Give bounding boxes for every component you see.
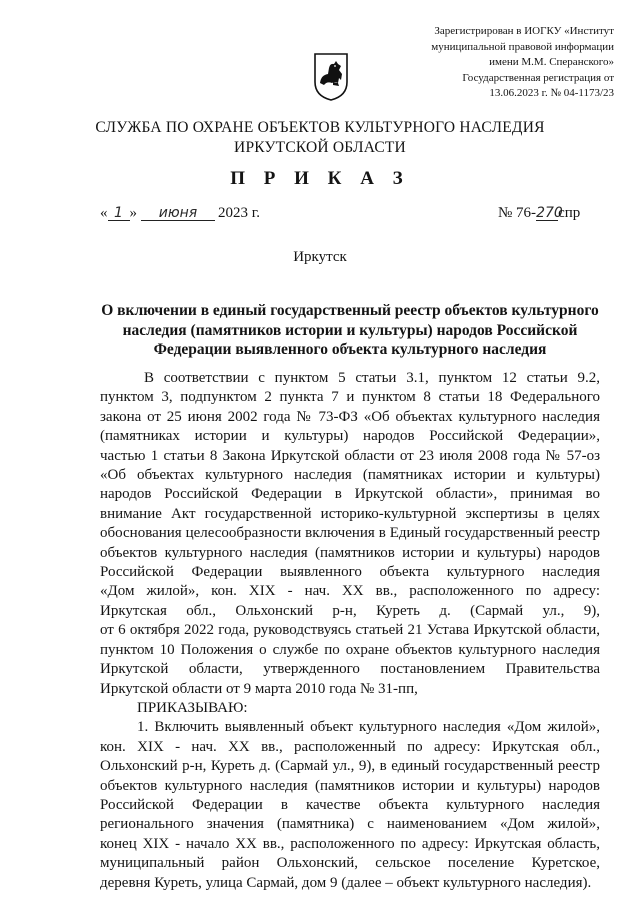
body-line: «Об объектах культурного наследия (памятниках истории и культуры) [100,467,600,484]
date-day-handwritten: 1 [108,206,130,221]
body-line: деревня Куреть, улица Сармай, дом 9 (далее – объект культурного наследия). [100,874,592,891]
body-line: Иркутской области, утвержденного постановлением Правительства [100,661,600,678]
date-month-handwritten: июня [141,206,215,221]
title-line: наследия (памятников истории и культуры) народов Российской [122,321,578,339]
agency-line: ИРКУТСКОЙ ОБЛАСТИ [234,139,406,156]
date-close-quote: » [129,205,137,221]
body-line: объектов культурного наследия (памятников истории и культуры) народов [100,544,600,561]
registration-stamp [408,24,614,102]
body-line: объектов культурного наследия (памятников истории и культуры) народов [100,777,600,794]
body-line: Российской Федерации в качестве объекта культурного наследия [100,796,600,813]
body-line: пунктом 10 Положения о службе по охране объектов культурного наследия [100,641,600,658]
order-date [100,205,260,222]
body-line: Российской Федерации выявленного объекта культурного наследия [100,564,600,581]
document-type: П Р И К А З [230,168,410,189]
date-open-quote: « [100,205,108,221]
body-line: (памятниках истории и культуры) народов Российской Федерации», [100,428,600,445]
body-directive: ПРИКАЗЫВАЮ: [137,699,248,716]
order-number-suffix: спр [558,205,581,221]
order-number-handwritten: 270 [536,205,563,221]
body-line: муниципальный район Ольхонский, сельское поселение Куретское, [100,855,600,872]
body-line: народов Российской Федерации в Иркутской области», принимая во [100,486,600,503]
body-line: от 6 октября 2022 года, руководствуясь статьей 21 Устава Иркутской области, [100,622,600,639]
registration-line: 13.06.2023 г. № 04-1173/23 [489,87,614,99]
body-line: «Дом жилой», кон. XIX - нач. XX вв., расположенного по адресу: [100,583,600,600]
date-year: 2023 г. [218,205,260,221]
body-line: 1. Включить выявленный объект культурного наследия «Дом жилой», [137,719,600,736]
registration-line: имени М.М. Сперанского» [489,56,614,68]
document-body [100,369,600,893]
order-number-prefix: № 76- [498,205,537,221]
body-line: частью 1 статьи 8 Закона Иркутской области от 23 июля 2008 года № 57-оз [100,447,600,464]
agency-line: СЛУЖБА ПО ОХРАНЕ ОБЪЕКТОВ КУЛЬТУРНОГО НАСЛЕДИЯ [95,119,545,136]
body-line: регионального значения (памятника) с наименованием «Дом жилой», [100,816,600,833]
body-line: Иркутская обл., Ольхонский р-н, Куреть д. (Сармай ул., 9), [100,602,600,619]
body-line: обоснования целесообразности включения в Единый государственный реестр [100,525,600,542]
body-line: В соответствии с пунктом 5 статьи 3.1, пунктом 12 статьи 9.2, [144,370,600,386]
registration-line: Государственная регистрация от [462,71,614,84]
body-line: Ольхонский р-н, Куреть д. (Сармай ул., 9), в единый государственный реестр [100,758,600,775]
title-line: Федерации выявленного объекта культурного наследия [153,341,547,358]
body-line: внимание Акт государственной историко-культурной экспертизы в целях [100,505,600,522]
agency-name [0,118,640,158]
body-line: конец XIX - начало XX вв., расположенного по адресу: Иркутская область, [100,835,600,852]
registration-line: муниципальной правовой информации [431,40,614,53]
order-number [498,205,580,222]
irkutsk-coat-of-arms-icon [313,52,349,102]
title-line: О включении в единый государственный реестр объектов культурного [101,302,599,319]
city: Иркутск [293,249,347,265]
body-line: закона от 25 июня 2002 года № 73-ФЗ «Об объектах культурного наследия [100,408,600,425]
document-title [100,301,600,360]
body-line: Иркутской области от 9 марта 2010 года № 31-пп, [100,680,418,697]
body-line: пунктом 3, подпунктом 2 пункта 7 и пунктом 8 статьи 18 Федерального [100,389,600,406]
registration-line: Зарегистрирован в ИОГКУ «Институт [434,25,614,37]
body-line: кон. XIX - нач. XX вв., расположенный по адресу: Иркутская обл., [100,738,600,755]
